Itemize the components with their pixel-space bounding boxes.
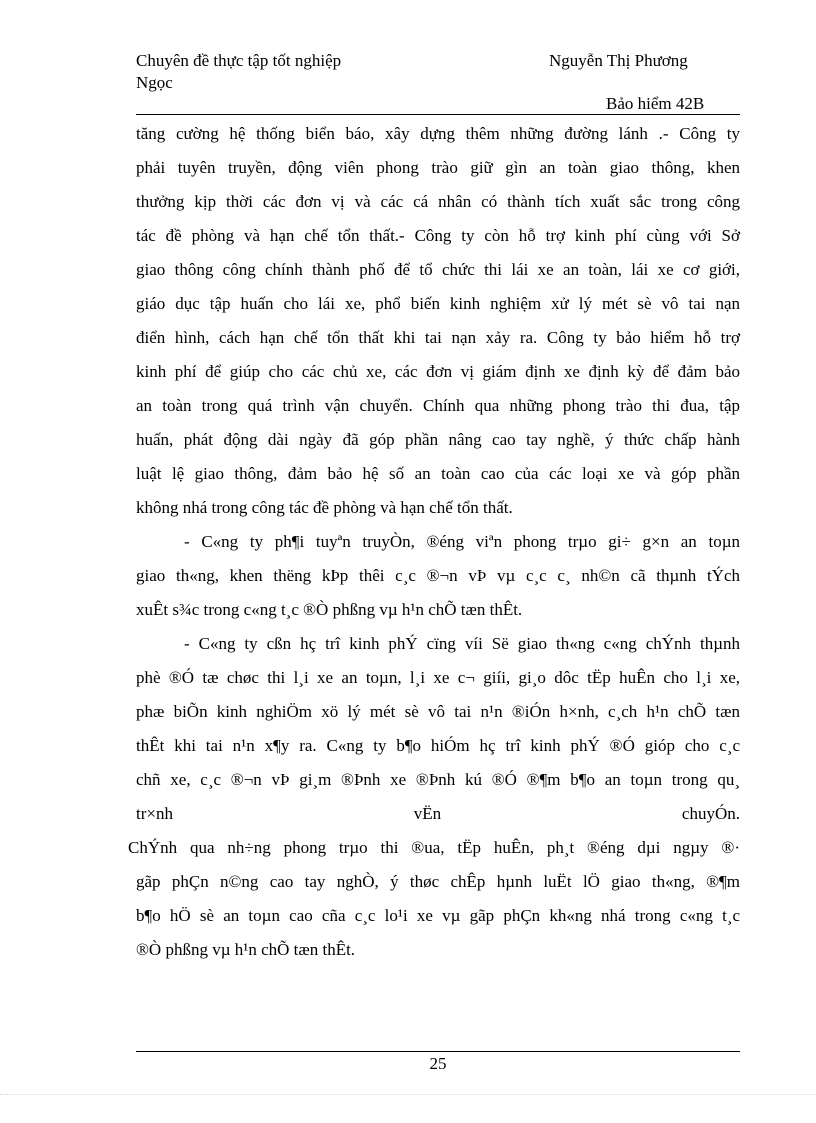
- body-line: - C«ng ty ph¶i tuyªn truyÒn, ®éng viªn phong trµo gi÷ g×n an toµn: [184, 532, 740, 551]
- body-line: kinh phí để giúp cho các chủ xe, các đơn vị giám định xe định kỳ để đảm bảo: [136, 362, 740, 381]
- body-line: không nhá trong công tác đề phòng và hạn chế tổn thất.: [136, 498, 513, 517]
- body-line: phải tuyên truyền, động viên phong trào giữ gìn an toàn giao thông, khen: [136, 158, 740, 177]
- body-line: b¶o hÖ sè an toµn cao cña c¸c lo¹i xe vµ gãp phÇn kh«ng nhá trong c«ng t¸c: [136, 906, 740, 925]
- page-number: 25: [429, 1054, 447, 1073]
- header-title-continued: Ngọc: [136, 73, 173, 92]
- body-line: luật lệ giao thông, đảm bảo hệ số an toàn cao của các loại xe và góp phần: [136, 464, 740, 483]
- body-text: [128, 117, 740, 967]
- body-line: huấn, phát động dài ngày đã góp phần nâng cao tay nghề, ý thức chấp hành: [136, 430, 740, 449]
- body-line: xuÊt s¾c trong c«ng t¸c ®Ò phßng vµ h¹n chÕ tæn thÊt.: [136, 600, 523, 619]
- header-author: Nguyễn Thị Phương: [549, 51, 688, 70]
- body-line: gãp phÇn n©ng cao tay nghÒ, ý thøc chÊp hµnh luËt lÖ giao th«ng, ®¶m: [136, 872, 740, 891]
- header-divider: [136, 114, 740, 115]
- page-edge-divider: [0, 1094, 816, 1095]
- body-line: tr×nh vËn chuyÓn.: [136, 804, 740, 823]
- body-line: tăng cường hệ thống biển báo, xây dựng thêm những đường lánh .- Công ty: [136, 124, 740, 143]
- body-line: thÊt khi tai n¹n x¶y ra. C«ng ty b¶o hiÓm hç trî kinh phÝ ®Ó gióp cho c¸c: [136, 736, 740, 755]
- body-line: chñ xe, c¸c ®¬n vÞ gi¸m ®Þnh xe ®Þnh kú ®Ó ®¶m b¶o an toµn trong qu¸: [136, 770, 740, 789]
- header-title: Chuyên đề thực tập tốt nghiệp: [136, 51, 342, 70]
- body-line: giáo dục tập huấn cho lái xe, phổ biến kinh nghiệm xử lý mét sè vô tai nạn: [136, 294, 740, 313]
- body-line: phæ biÕn kinh nghiÖm xö lý mét sè vô tai n¹n ®iÓn h×nh, c¸ch h¹n chÕ tæn: [136, 702, 740, 721]
- body-line: giao thông công chính thành phố để tổ chức thi lái xe an toàn, lái xe cơ giới,: [136, 260, 740, 279]
- header-left: [136, 50, 341, 94]
- body-line: thưởng kịp thời các đơn vị và các cá nhân có thành tích xuất sắc trong công: [136, 192, 740, 211]
- header-class: Bảo hiểm 42B: [606, 94, 705, 113]
- body-line: ®Ò phßng vµ h¹n chÕ tæn thÊt.: [136, 940, 356, 959]
- body-line: - C«ng ty cßn hç trî kinh phÝ cïng víi Së giao th«ng c«ng chÝnh thµnh: [184, 634, 740, 653]
- body-line: ChÝnh qua nh÷ng phong trµo thi ®ua, tËp huÊn, ph¸t ®éng dµi ngµy ®·: [128, 838, 740, 857]
- body-line: tác đề phòng và hạn chế tổn thất.- Công ty còn hỗ trợ kinh phí cùng với Sở: [136, 226, 740, 245]
- body-line: phè ®Ó tæ chøc thi l¸i xe an toµn, l¸i xe c¬ giíi, gi¸o dôc tËp huÊn cho l¸i xe,: [136, 668, 740, 687]
- body-line: điển hình, cách hạn chế tổn thất khi tai nạn xảy ra. Công ty bảo hiểm hỗ trợ: [136, 328, 740, 347]
- footer-divider: [136, 1051, 740, 1052]
- body-line: an toàn trong quá trình vận chuyển. Chính qua những phong trào thi đua, tập: [136, 396, 740, 415]
- body-line: giao th«ng, khen thëng kÞp thêi c¸c ®¬n vÞ vµ c¸c c¸ nh©n cã thµnh tÝch: [136, 566, 740, 585]
